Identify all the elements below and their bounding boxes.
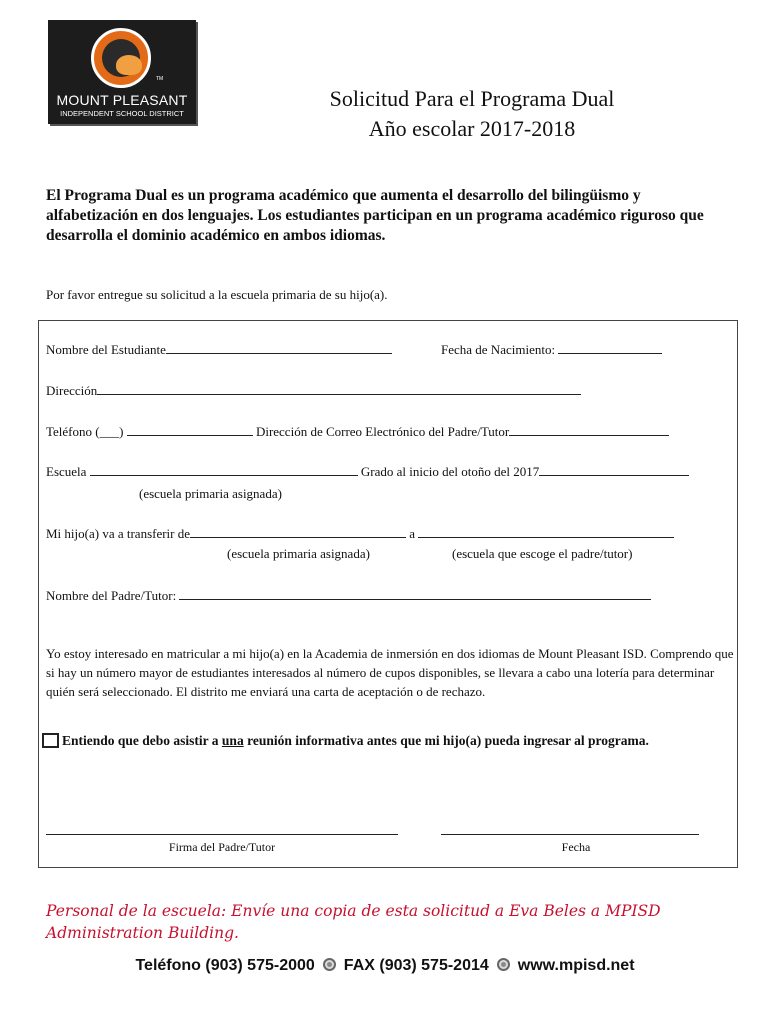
trademark-mark: TM <box>156 76 164 82</box>
contact-footer <box>0 957 770 975</box>
transfer-row <box>46 526 674 542</box>
parent-name-label: Nombre del Padre/Tutor: <box>46 588 177 603</box>
phone-label: Teléfono (___) <box>46 424 124 439</box>
dob-row <box>441 342 662 358</box>
school-row <box>46 464 689 480</box>
ack-text-after: reunión informativa antes que mi hijo(a) pueda ingresar al programa. <box>243 733 649 748</box>
tiger-mascot-icon <box>91 28 151 88</box>
bullet-icon <box>323 958 336 971</box>
address-label: Dirección <box>46 383 98 398</box>
dob-field[interactable] <box>558 343 662 354</box>
address-field[interactable] <box>97 384 581 395</box>
parent-name-field[interactable] <box>179 589 651 600</box>
date-label: Fecha <box>561 840 591 854</box>
transfer-from-label: Mi hijo(a) va a transferir de <box>46 526 191 541</box>
transfer-from-hint: (escuela primaria asignada) <box>227 546 370 561</box>
phone-row <box>46 424 669 440</box>
program-description: El Programa Dual es un programa académico que aumenta el desarrollo del bilingüismo y alfabetización en dos lenguajes. Los estudiantes participan en un programa académico riguroso que desarrolla el dominio académico en ambos idiomas. <box>46 187 704 244</box>
logo-district-subtitle: INDEPENDENT SCHOOL DISTRICT <box>60 109 184 118</box>
transfer-from-field[interactable] <box>190 527 406 538</box>
signature-label: Firma del Padre/Tutor <box>168 840 276 854</box>
footer-website: www.mpisd.net <box>517 957 635 974</box>
page-title: Solicitud Para el Programa Dual <box>329 86 615 111</box>
meeting-acknowledgement <box>42 733 649 749</box>
ack-text-before: Entiendo que debo asistir a <box>62 733 222 748</box>
grade-label: Grado al inicio del otoño del 2017 <box>360 464 540 479</box>
transfer-to-label: a <box>409 526 416 541</box>
bullet-icon <box>497 958 510 971</box>
transfer-to-hint: (escuela que escoge el padre/tutor) <box>452 546 633 561</box>
school-field[interactable] <box>90 465 358 476</box>
district-logo <box>48 20 196 124</box>
acknowledgement-checkbox[interactable] <box>42 733 59 748</box>
school-hint: (escuela primaria asignada) <box>139 486 282 501</box>
submission-instruction: Por favor entregue su solicitud a la escuela primaria de su hijo(a). <box>46 287 388 302</box>
email-field[interactable] <box>509 425 669 436</box>
footer-fax: FAX (903) 575-2014 <box>343 957 489 974</box>
school-label: Escuela <box>46 464 87 479</box>
phone-field[interactable] <box>127 425 253 436</box>
email-label: Dirección de Correo Electrónico del Padre/Tutor <box>255 424 510 439</box>
footer-phone: Teléfono (903) 575-2000 <box>135 957 315 974</box>
grade-field[interactable] <box>539 465 689 476</box>
school-year-subtitle: Año escolar 2017-2018 <box>368 116 576 141</box>
interest-statement: Yo estoy interesado en matricular a mi hijo(a) en la Academia de inmersión en dos idiomas de Mount Pleasant ISD. Comprendo que si hay un número mayor de estudiantes interesados al número de cupos disponibles, se llevara a cabo una lotería para determinar quién será seleccionado. El distrito me enviará una carta de aceptación o de rechazo. <box>46 646 734 699</box>
dob-label: Fecha de Nacimiento: <box>441 342 556 357</box>
student-name-label: Nombre del Estudiante <box>46 342 166 357</box>
student-name-field[interactable] <box>166 343 392 354</box>
transfer-to-field[interactable] <box>418 527 674 538</box>
address-row <box>46 383 581 399</box>
parent-name-row <box>46 588 651 604</box>
ack-text-emphasis: una <box>221 733 244 748</box>
staff-instruction-note: Personal de la escuela: Envíe una copia de esta solicitud a Eva Beles a MPISD Administration Building. <box>46 902 661 942</box>
date-field[interactable] <box>441 834 699 835</box>
logo-district-name: MOUNT PLEASANT <box>56 92 188 108</box>
signature-field[interactable] <box>46 834 398 835</box>
student-name-row <box>46 342 392 358</box>
